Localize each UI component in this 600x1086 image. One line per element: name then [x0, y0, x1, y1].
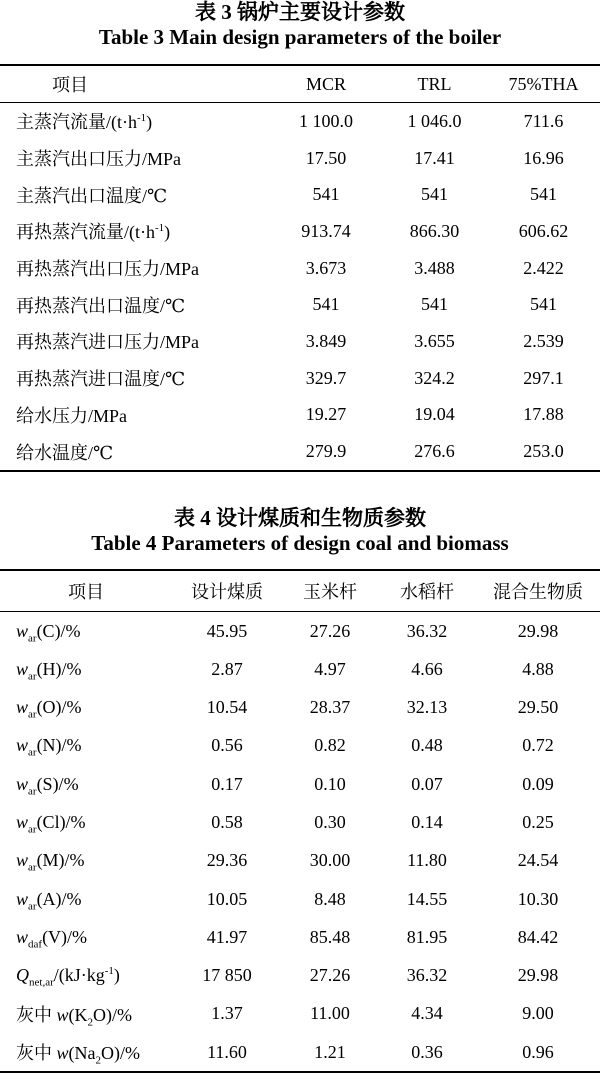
row-label-symbol: w	[16, 850, 29, 871]
table-cell: 36.32	[406, 620, 448, 641]
row-label-text: 再热蒸汽出口温度/℃	[16, 295, 186, 316]
table4-caption-cn: 表 4 设计煤质和生物质参数	[174, 505, 426, 530]
table-cell: 8.48	[314, 888, 346, 909]
table-row	[0, 286, 600, 323]
table-row	[0, 880, 600, 918]
table-cell: 711.6	[523, 110, 564, 131]
row-label-symbol: w	[16, 888, 29, 909]
row-label-text: (V)/%	[42, 926, 88, 947]
row-label-sub: daf	[28, 938, 43, 951]
table-cell: 0.72	[522, 735, 554, 756]
table-row	[0, 765, 600, 803]
row-label-symbol: w	[16, 658, 29, 679]
table-cell: 1.37	[211, 1003, 243, 1024]
coal-biomass-table	[0, 569, 600, 1074]
table4-header-item: 项目	[0, 570, 172, 612]
row-label-sub: ar	[28, 747, 37, 759]
table-cell: 10.05	[206, 888, 248, 909]
table-cell: 36.32	[406, 965, 448, 986]
table3-header-tha: 75%THA	[487, 65, 600, 103]
row-label-sub: net,ar	[29, 976, 54, 989]
table-cell: 0.25	[522, 812, 554, 832]
row-label	[0, 842, 172, 880]
row-label-text: 主蒸汽流量/(t·h	[16, 112, 137, 133]
table-cell: 0.09	[522, 773, 554, 794]
table-cell: 11.60	[207, 1041, 247, 1062]
table-cell: 17.41	[414, 147, 455, 168]
row-label-symbol: w	[56, 1043, 69, 1064]
table-cell: 913.74	[301, 220, 351, 241]
table-cell: 0.96	[522, 1041, 554, 1062]
table-cell: 541	[312, 294, 340, 315]
row-label-symbol: Q	[16, 965, 29, 986]
table-row	[0, 727, 600, 765]
row-label-sup: -1	[137, 112, 147, 125]
row-label-text: 再热蒸汽进口温度/℃	[16, 369, 186, 390]
row-label-text: 再热蒸汽进口压力/MPa	[16, 332, 200, 353]
table-cell: 27.26	[309, 620, 351, 641]
table3-header-trl: TRL	[382, 65, 487, 103]
table-cell: 0.48	[411, 735, 443, 756]
table-cell: 541	[421, 294, 448, 315]
table-row	[0, 957, 600, 995]
row-label	[0, 957, 172, 995]
table-cell: 3.849	[305, 330, 347, 351]
table-cell: 276.6	[414, 441, 455, 462]
row-label-sub: ar	[28, 823, 37, 836]
table4-caption-en: Table 4 Parameters of design coal and biomass	[91, 530, 509, 555]
table-cell: 85.48	[309, 926, 351, 947]
table-cell: 0.30	[314, 812, 346, 832]
table3-header-row	[0, 65, 600, 103]
table-cell: 11.80	[407, 850, 447, 871]
table-row	[0, 176, 600, 213]
table-row	[0, 611, 600, 650]
table-cell: 1.21	[314, 1041, 346, 1062]
table-cell: 279.9	[305, 441, 347, 462]
row-label-sub: ar	[28, 632, 37, 645]
row-label-symbol: w	[16, 735, 29, 756]
boiler-parameters-table	[0, 64, 600, 472]
row-label-text: (Na	[68, 1043, 96, 1064]
table-cell: 541	[421, 184, 448, 205]
table-cell: 28.37	[309, 697, 351, 718]
table-cell: 0.07	[411, 773, 443, 794]
table-row	[0, 842, 600, 880]
table-cell: 27.26	[309, 965, 351, 986]
table-cell: 19.04	[414, 404, 455, 425]
table4-header-mixed-biomass: 混合生物质	[476, 570, 600, 612]
table-cell: 1 100.0	[299, 110, 353, 131]
row-label-tail: )	[164, 222, 171, 243]
table-cell: 30.00	[309, 850, 351, 871]
table-cell: 866.30	[409, 220, 460, 241]
row-label-text: (C)/%	[36, 620, 81, 641]
row-label	[0, 213, 270, 250]
row-label-symbol: w	[56, 1004, 69, 1025]
row-label-text: 再热蒸汽出口压力/MPa	[16, 259, 200, 280]
row-label-text: (N)/%	[36, 735, 82, 756]
row-label-symbol: w	[16, 812, 29, 832]
row-label-sub: ar	[28, 670, 37, 683]
table-cell: 17.88	[523, 404, 564, 425]
row-label	[0, 323, 270, 360]
table-cell: 2.422	[523, 257, 564, 278]
table-cell: 19.27	[305, 404, 347, 425]
table-row	[0, 803, 600, 841]
table-cell: 81.95	[406, 926, 448, 947]
table-cell: 541	[530, 184, 557, 205]
table-row	[0, 323, 600, 360]
row-label	[0, 880, 172, 918]
table-cell: 4.88	[522, 658, 554, 679]
row-label-prefix: 灰中	[16, 1004, 57, 1025]
table-cell: 32.13	[406, 697, 448, 718]
row-label	[0, 995, 172, 1033]
row-label-text: /(kJ·kg	[53, 965, 105, 986]
table-row	[0, 250, 600, 287]
row-label	[0, 688, 172, 726]
table-cell: 541	[312, 184, 340, 205]
table3-body	[0, 103, 600, 471]
row-label-sub: ar	[28, 708, 37, 721]
row-label	[0, 140, 270, 177]
table-cell: 4.34	[411, 1003, 443, 1024]
row-label-prefix: 灰中	[16, 1043, 57, 1064]
table-row	[0, 397, 600, 434]
row-label	[0, 611, 172, 650]
table-cell: 17.50	[305, 147, 347, 168]
table3-caption-en: Table 3 Main design parameters of the boiler	[98, 25, 502, 49]
table-cell: 4.66	[411, 658, 443, 679]
row-label-text: 再热蒸汽流量/(t·h	[16, 222, 155, 243]
table-row	[0, 995, 600, 1033]
row-label-text: 给水压力/MPa	[16, 405, 128, 426]
table-cell: 0.14	[411, 812, 443, 832]
row-label-text: (A)/%	[36, 888, 82, 909]
table-cell: 3.673	[305, 257, 347, 278]
table-cell: 1 046.0	[407, 110, 462, 131]
table-cell: 10.30	[517, 888, 559, 909]
table-cell: 606.62	[518, 220, 569, 241]
row-label-text: 主蒸汽出口压力/MPa	[16, 149, 182, 170]
table-cell: 84.42	[517, 926, 559, 947]
table-cell: 0.10	[314, 773, 346, 794]
table-cell: 2.539	[523, 330, 564, 351]
table4-header-row	[0, 570, 600, 612]
table-cell: 11.00	[310, 1003, 350, 1024]
row-label	[0, 360, 270, 397]
row-label	[0, 765, 172, 803]
row-label	[0, 433, 270, 471]
row-label-tail: O)/%	[101, 1043, 140, 1064]
row-label	[0, 286, 270, 323]
row-label-end: )	[113, 965, 120, 986]
table-cell: 24.54	[517, 850, 559, 871]
table-cell: 0.82	[314, 735, 346, 756]
row-label-symbol: w	[16, 697, 29, 718]
row-label	[0, 1033, 172, 1072]
row-label-sub: ar	[28, 785, 37, 798]
table-cell: 45.95	[206, 620, 248, 641]
table-cell: 10.54	[206, 697, 248, 718]
row-label-text: (H)/%	[36, 658, 82, 679]
table3-caption	[0, 0, 600, 50]
row-label-text: (Cl)/%	[36, 812, 86, 832]
row-label-symbol: w	[16, 773, 29, 794]
table4-caption	[0, 472, 600, 556]
table-cell: 253.0	[523, 441, 564, 462]
table-cell: 329.7	[305, 367, 347, 388]
table-row	[0, 688, 600, 726]
row-label-sub2: 2	[95, 1054, 101, 1067]
table-cell: 29.36	[206, 850, 248, 871]
row-label-text: (S)/%	[36, 773, 79, 794]
table-cell: 29.50	[517, 697, 559, 718]
table-cell: 16.96	[523, 147, 564, 168]
row-label-text: (O)/%	[36, 697, 82, 718]
row-label-text: 给水温度/℃	[16, 442, 114, 463]
table4-header-design-coal: 设计煤质	[172, 570, 282, 612]
row-label-tail: O)/%	[93, 1004, 133, 1025]
table-cell: 3.488	[414, 257, 455, 278]
row-label-sup: -1	[155, 222, 165, 235]
row-label-text: (M)/%	[36, 850, 85, 871]
table-cell: 0.56	[211, 735, 243, 756]
table-row	[0, 103, 600, 140]
row-label-text: 主蒸汽出口温度/℃	[16, 185, 168, 206]
table-cell: 9.00	[522, 1003, 554, 1024]
table-row	[0, 1033, 600, 1072]
table3-header-item: 项目	[0, 65, 270, 103]
table3-caption-cn: 表 3 锅炉主要设计参数	[195, 0, 405, 24]
row-label-sub2: 2	[87, 1016, 94, 1029]
row-label-symbol: w	[16, 926, 29, 947]
table4-header-corn-stalk: 玉米杆	[282, 570, 378, 612]
table-cell: 0.17	[211, 773, 243, 794]
table-cell: 541	[530, 294, 557, 315]
row-label	[0, 250, 270, 287]
row-label-tail: )	[146, 112, 153, 133]
row-label-sub: ar	[28, 861, 37, 874]
table-cell: 4.97	[314, 658, 346, 679]
table-cell: 17 850	[202, 965, 252, 986]
row-label	[0, 803, 172, 841]
table-row	[0, 213, 600, 250]
table-row	[0, 360, 600, 397]
table4-body	[0, 611, 600, 1072]
table-cell: 0.58	[211, 812, 243, 832]
table-cell: 0.36	[411, 1041, 443, 1062]
row-label	[0, 650, 172, 688]
table-row	[0, 140, 600, 177]
table3-header-mcr: MCR	[270, 65, 382, 103]
table-cell: 14.55	[406, 888, 448, 909]
table-cell: 3.655	[414, 330, 455, 351]
row-label-sub: ar	[28, 900, 37, 913]
row-label	[0, 397, 270, 434]
row-label-symbol: w	[16, 620, 29, 641]
row-label	[0, 918, 172, 956]
table-cell: 324.2	[414, 367, 455, 388]
table-cell: 297.1	[523, 367, 564, 388]
row-label-text: (K	[68, 1004, 88, 1025]
row-label	[0, 727, 172, 765]
table-cell: 29.98	[517, 620, 559, 641]
row-label	[0, 103, 270, 140]
table-cell: 41.97	[206, 926, 248, 947]
table-row	[0, 918, 600, 956]
table-row	[0, 433, 600, 471]
table-cell: 29.98	[517, 965, 559, 986]
table-row	[0, 650, 600, 688]
row-label	[0, 176, 270, 213]
row-label-sup: -1	[104, 965, 114, 978]
table-cell: 2.87	[211, 658, 243, 679]
table4-header-rice-straw: 水稻杆	[378, 570, 476, 612]
